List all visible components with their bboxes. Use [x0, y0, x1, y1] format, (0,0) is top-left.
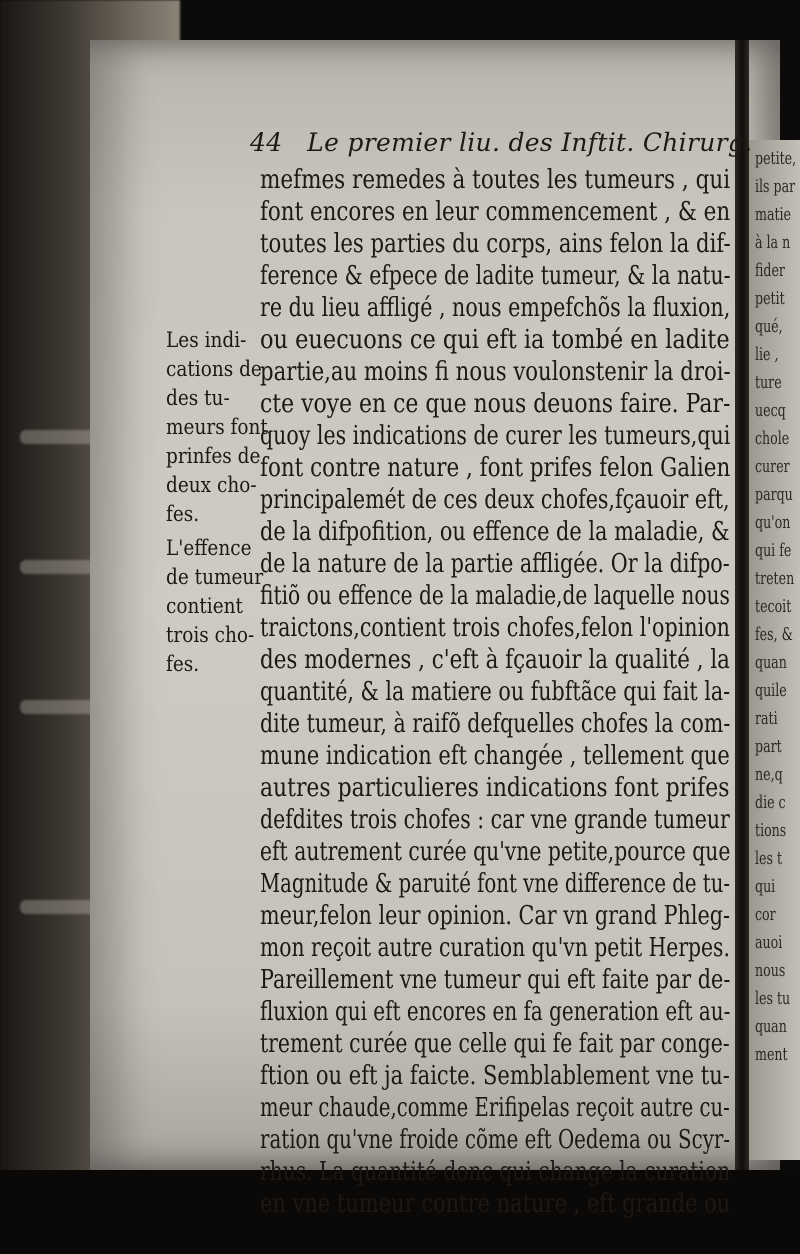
margin-note-line: contient: [166, 594, 243, 618]
body-text-line: Magnitude & paruité font vne difference de tu-: [260, 869, 731, 899]
facing-page-fragment: fider: [755, 260, 785, 281]
facing-page-fragment: fes, &: [755, 624, 793, 645]
facing-page-fragment: petit: [755, 288, 785, 309]
facing-page-fragment: tecoit: [755, 596, 792, 617]
margin-note-line: L'effence: [166, 536, 252, 560]
facing-page-fragment: quan: [755, 1016, 787, 1037]
margin-note-line: de tumeur: [166, 565, 264, 589]
facing-page-fragment: les t: [755, 848, 783, 869]
body-text-line: quoy les indications de curer les tumeurs,qui: [260, 421, 731, 451]
margin-note-line: deux cho-: [166, 473, 257, 497]
blurred-text-fragment: [20, 900, 100, 914]
facing-page-fragment: les tu: [755, 988, 791, 1009]
facing-page-fragment: qué,: [755, 316, 783, 337]
body-text-line: ference & efpece de ladite tumeur, & la natu-: [260, 261, 731, 291]
body-text-line: dite tumeur, à raifõ defquelles chofes la com-: [260, 709, 731, 739]
margin-note-line: fes.: [166, 652, 200, 676]
body-text-line: meur chaude,comme Erifipelas reçoit autre cu-: [260, 1093, 730, 1123]
page-number: 44: [250, 128, 283, 157]
body-text-line: cte voye en ce que nous deuons faire. Par-: [260, 389, 731, 419]
facing-page-fragment: ment: [755, 1044, 788, 1065]
body-text-line: quantité, & la matiere ou fubftãce qui fait la-: [260, 677, 731, 707]
facing-page-fragment: quile: [755, 680, 787, 701]
body-text-line: mon reçoit autre curation qu'vn petit Herpes.: [260, 933, 730, 963]
margin-note-line: des tu-: [166, 386, 230, 410]
body-text-line: ration qu'vne froide cõme eft Oedema ou Scyr-: [260, 1125, 731, 1155]
facing-page-edge: [749, 140, 800, 1160]
margin-note-line: meurs font: [166, 415, 268, 439]
facing-page-fragment: nous: [755, 960, 786, 981]
facing-page-fragment: uecq: [755, 400, 786, 421]
body-text-line: defdites trois chofes : car vne grande tumeur: [260, 805, 730, 835]
body-text-line: font contre nature , font prifes felon Galien: [260, 453, 731, 483]
facing-page-fragment: ture: [755, 372, 782, 393]
margin-note-line: fes.: [166, 502, 200, 526]
body-text-line: Pareillement vne tumeur qui eft faite par de-: [260, 965, 731, 995]
body-text-line: des modernes , c'eft à fçauoir la qualité , la: [260, 645, 730, 675]
body-text-line: toutes les parties du corps, ains felon la dif-: [260, 229, 731, 259]
facing-page-fragment: ils par: [755, 176, 796, 197]
margin-note-line: cations de: [166, 357, 262, 381]
body-text-line: meur,felon leur opinion. Car vn grand Phleg-: [260, 901, 731, 931]
body-text-line: ou euecuons ce qui eft ia tombé en ladite: [260, 325, 730, 355]
facing-page-fragment: auoi: [755, 932, 783, 953]
body-text-line: mefmes remedes à toutes les tumeurs , qui: [260, 165, 731, 195]
body-text-line: re du lieu affligé , nous empefchõs la fluxion,: [260, 293, 731, 323]
facing-page-fragment: matie: [755, 204, 792, 225]
facing-page-fragment: cor: [755, 904, 776, 925]
body-text-line: mune indication eft changée , tellement que: [260, 741, 730, 771]
body-text-line: ftion ou eft ja faicte. Semblablement vne tu-: [260, 1061, 730, 1091]
facing-page-fragment: chole: [755, 428, 790, 449]
margin-note-line: prinfes de: [166, 444, 261, 468]
facing-page-fragment: treten: [755, 568, 795, 589]
facing-page-fragment: ne,q: [755, 764, 783, 785]
body-text-line: fitiõ ou effence de la maladie,de laquelle nous: [260, 581, 730, 611]
body-text-line: de la nature de la partie affligée. Or la difpo-: [260, 549, 730, 579]
facing-page-fragment: qu'on: [755, 512, 791, 533]
body-text-line: eft autrement curée qu'vne petite,pource que: [260, 837, 731, 867]
margin-note-line: Les indi-: [166, 328, 247, 352]
running-title: Le premier liu. des Inftit. Chirurg.: [307, 128, 753, 157]
body-text-line: autres particulieres indications font prifes: [260, 773, 730, 803]
book-gutter: [735, 40, 749, 1180]
facing-page-fragment: part: [755, 736, 782, 757]
facing-page-fragment: lie ,: [755, 344, 779, 365]
body-text-line: principalemét de ces deux chofes,fçauoir eft,: [260, 485, 730, 515]
body-text-line: partie,au moins fi nous voulonstenir la droi-: [260, 357, 731, 387]
margin-note-line: trois cho-: [166, 623, 255, 647]
facing-page-fragment: rati: [755, 708, 778, 729]
body-text-line: font encores en leur commencement , & en: [260, 197, 731, 227]
body-text-line: fluxion qui eft encores en fa generation eft au-: [260, 997, 731, 1027]
running-header: [250, 128, 753, 157]
body-text-line: traictons,contient trois chofes,felon l'opinion: [260, 613, 730, 643]
body-text-line: en vne tumeur contre nature , eft grande ou: [260, 1189, 731, 1219]
facing-page-fragment: parqu: [755, 484, 793, 505]
facing-page-fragment: qui fe: [755, 540, 792, 561]
facing-page-fragment: quan: [755, 652, 787, 673]
facing-page-fragment: à la n: [755, 232, 791, 253]
facing-page-fragment: tions: [755, 820, 787, 841]
facing-page-fragment: qui: [755, 876, 776, 897]
body-text-line: de la difpofition, ou effence de la maladie, &: [260, 517, 730, 547]
body-text-line: trement curée que celle qui fe fait par conge-: [260, 1029, 730, 1059]
body-text-line: rhus. La quantité donc qui change la curation: [260, 1157, 731, 1187]
facing-page-fragment: die c: [755, 792, 786, 813]
facing-page-fragment: petite,: [755, 148, 797, 169]
facing-page-fragment: curer: [755, 456, 790, 477]
